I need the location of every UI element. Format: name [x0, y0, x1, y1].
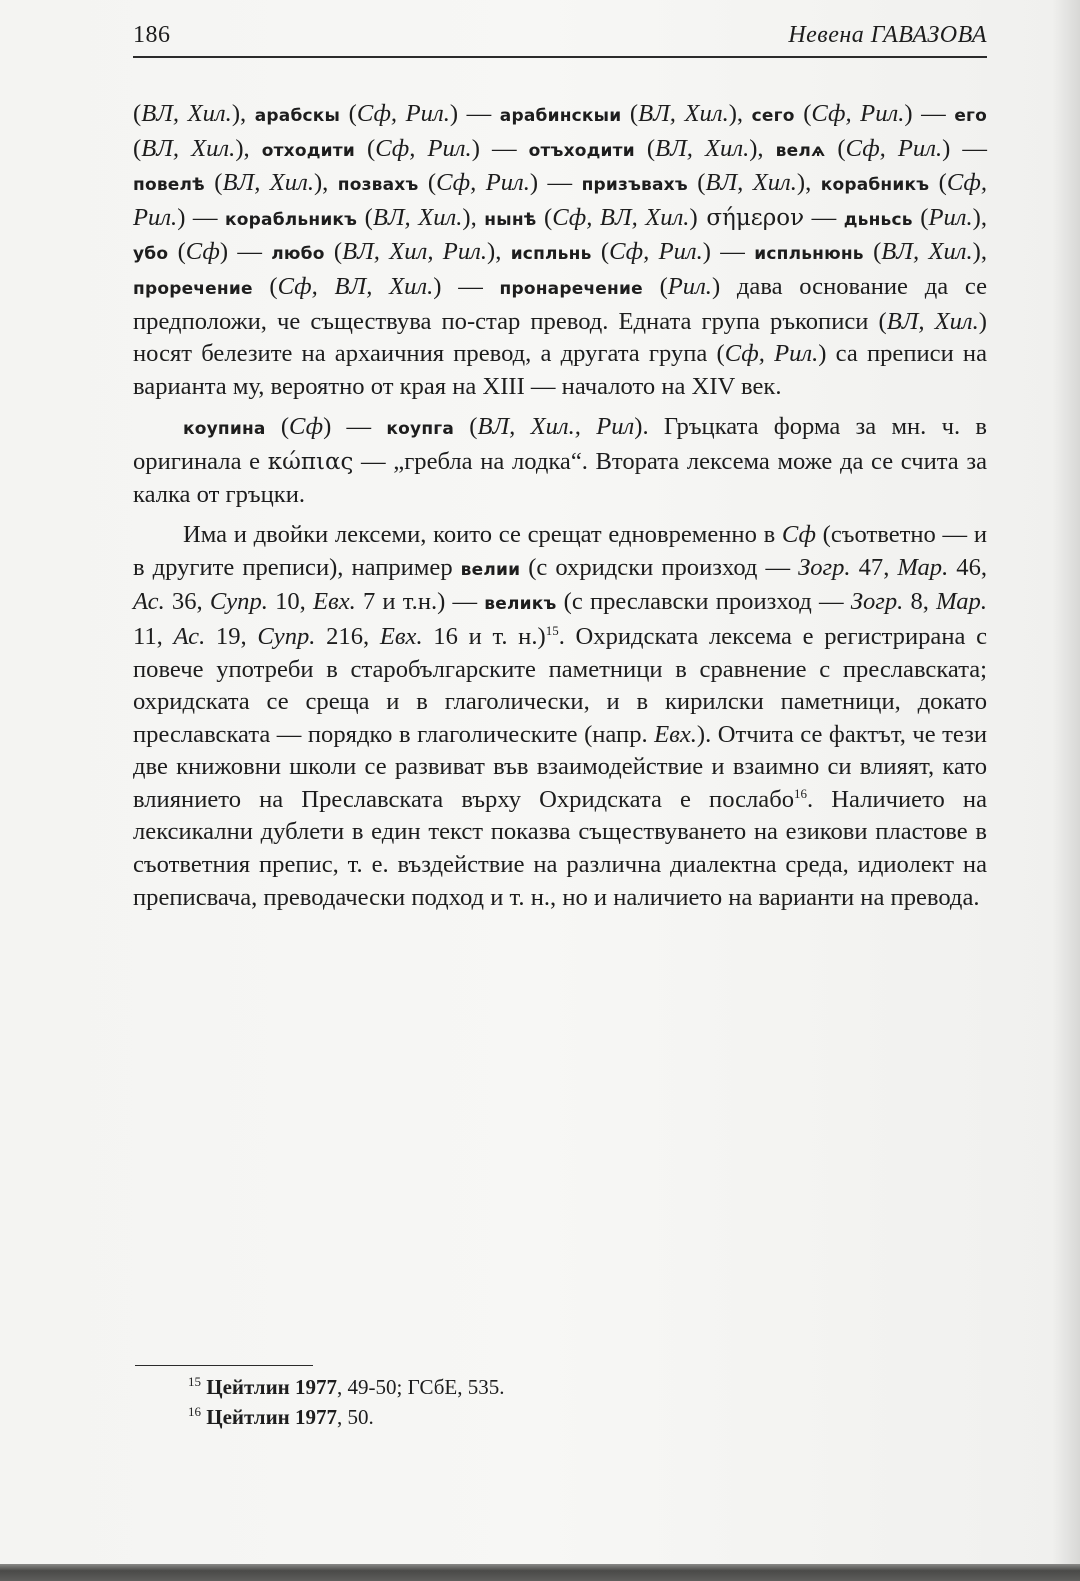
running-head: Невена ГАВАЗОВА	[788, 22, 987, 48]
footnote-15: $^{15}$ Цейтлин 1977, 49-50; ГСбЕ, 535.	[188, 1374, 505, 1399]
page-bottom-edge	[0, 1564, 1080, 1581]
page-gutter-shadow	[1052, 0, 1080, 1581]
footnote-ref-15[interactable]: 15	[545, 622, 559, 638]
page-header	[133, 22, 987, 58]
footnote-16: $^{16}$ Цейтлин 1977, 50.	[188, 1404, 374, 1429]
paragraph-3: Има и двойки лексеми, които се срещат едновременно в Сф (съответно — и в другите преписи), например велии (с охридски произход — Зогр. 47, Мар. 46, Ас. 36, Супр. 10, Евх. 7 и т.н.) — великъ (с преславски произход — Зогр. 8, Мар. 11, Ас. 19, Супр. 216, Евх. 16 и т. н.)$^{15}$. Охридската лексема е регистрирана с повече употреби в старобългарските паметници в сравнение с преславската; охридската се среща и в глаголически, и в кирилски паметници, докато преславската — порядко в глаголическите (напр. Евх.). Отчита се фактът, че тези две книжовни школи се развиват във взаимодействие и взаимно си влияят, като влиянието на Преславската върху Охридската е послабо$^{16}$. Наличието на лексикални дублети в един текст показва съществуването на езикови пластове в съответния препис, т. е. въздействие на различна диалектна среда, идиолект на преписвача, преводачески подход и т. н., но и наличието на варианти на превода.	[133, 521, 988, 911]
paragraph-1: (ВЛ, Хил.), арабскы (Сф, Рил.) — арабинскыи (ВЛ, Хил.), сего (Сф, Рил.) — его (ВЛ, Хил.), отходити (Сф, Рил.) — отъходити (ВЛ, Хил.), велѧ (Сф, Рил.) — повелѣ (ВЛ, Хил.), позвахъ (Сф, Рил.) — призъвахъ (ВЛ, Хил.), корабникъ (Сф, Рил.) — корабльникъ (ВЛ, Хил.), нынѣ (Сф, ВЛ, Хил.) σήμερον — дьньсь (Рил.), убо (Сф) — любо (ВЛ, Хил, Рил.), испльнь (Сф, Рил.) — испльнюнь (ВЛ, Хил.), проречение (Сф, ВЛ, Хил.) — пронаречение (Рил.) дава основание да се предположи, че съществува по-стар превод. Едната група ръкописи (ВЛ, Хил.) носят белезите на архаичния превод, а другата група (Сф, Рил.) са преписи на варианта му, вероятно от края на XIII — началото на XIV век.	[133, 100, 988, 400]
page-number: 186	[133, 22, 171, 48]
footnote-ref-16[interactable]: 16	[794, 785, 808, 801]
page-body	[133, 98, 987, 914]
paragraph-2: коупина (Сф) — коупга (ВЛ, Хил., Рил). Гръцката форма за мн. ч. в оригинала е κώπιας — „гребла на лодка“. Втората лексема може да се счита за калка от гръцки.	[133, 413, 987, 508]
footnote-rule	[135, 1365, 313, 1366]
